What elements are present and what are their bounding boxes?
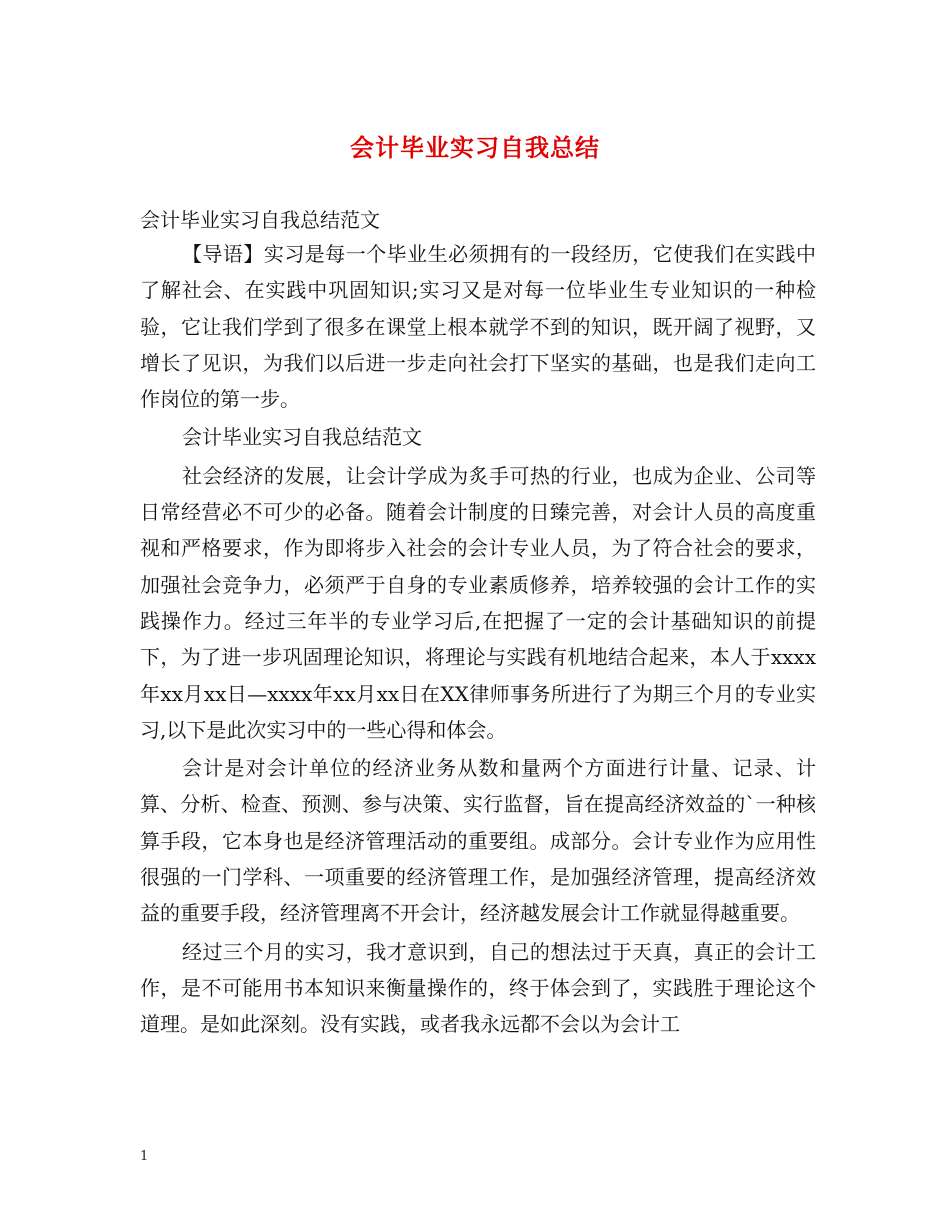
paragraph-section-heading: 会计毕业实习自我总结范文 <box>182 425 422 450</box>
paragraph-experience: 经过三个月的实习，我才意识到，自己的想法过于天真，真正的会计工作，是不可能用书本知识来衡量操作的，终于体会到了，实践胜于理论这个道理。是如此深刻。没有实践，或者我永远都不会以为会计工 <box>140 939 816 1037</box>
paragraph-accounting-definition: 会计是对会计单位的经济业务从数和量两个方面进行计量、记录、计算、分析、检查、预测、参与决策、实行监督，旨在提高经济效益的`一种核算手段，它本身也是经济管理活动的重要组。成部分。会计专业作为应用性很强的一门学科、一项重要的经济管理工作，是加强经济管理，提高经济效益的重要手段，经济管理离不开会计，经济越发展会计工作就显得越重要。 <box>140 756 816 926</box>
document-title: 会计毕业实习自我总结 <box>350 133 600 162</box>
document-body <box>140 236 816 1045</box>
page-number: 1 <box>140 1149 149 1164</box>
paragraph-intro: 【导语】实习是每一个毕业生必须拥有的一段经历，它使我们在实践中了解社会、在实践中巩固知识;实习又是对每一位毕业生专业知识的一种检验，它让我们学到了很多在课堂上根本就学不到的知识，既开阔了视野，又增长了见识，为我们以后进一步走向社会打下坚实的基础，也是我们走向工作岗位的第一步。 <box>140 242 816 412</box>
document-subtitle: 会计毕业实习自我总结范文 <box>140 208 380 232</box>
paragraph-economy: 社会经济的发展，让会计学成为炙手可热的行业，也成为企业、公司等日常经营必不可少的必备。随着会计制度的日臻完善，对会计人员的高度重视和严格要求，作为即将步入社会的会计专业人员，为了符合社会的要求，加强社会竞争力，必须严于自身的专业素质修养，培养较强的会计工作的实践操作力。经过三年半的专业学习后,在把握了一定的会计基础知识的前提下，为了进一步巩固理论知识，将理论与实践有机地结合起来，本人于xxxx年xx月xx日—xxxx年xx月xx日在XX律师事务所进行了为期三个月的专业实习,以下是此次实习中的一些心得和体会。 <box>140 463 816 742</box>
